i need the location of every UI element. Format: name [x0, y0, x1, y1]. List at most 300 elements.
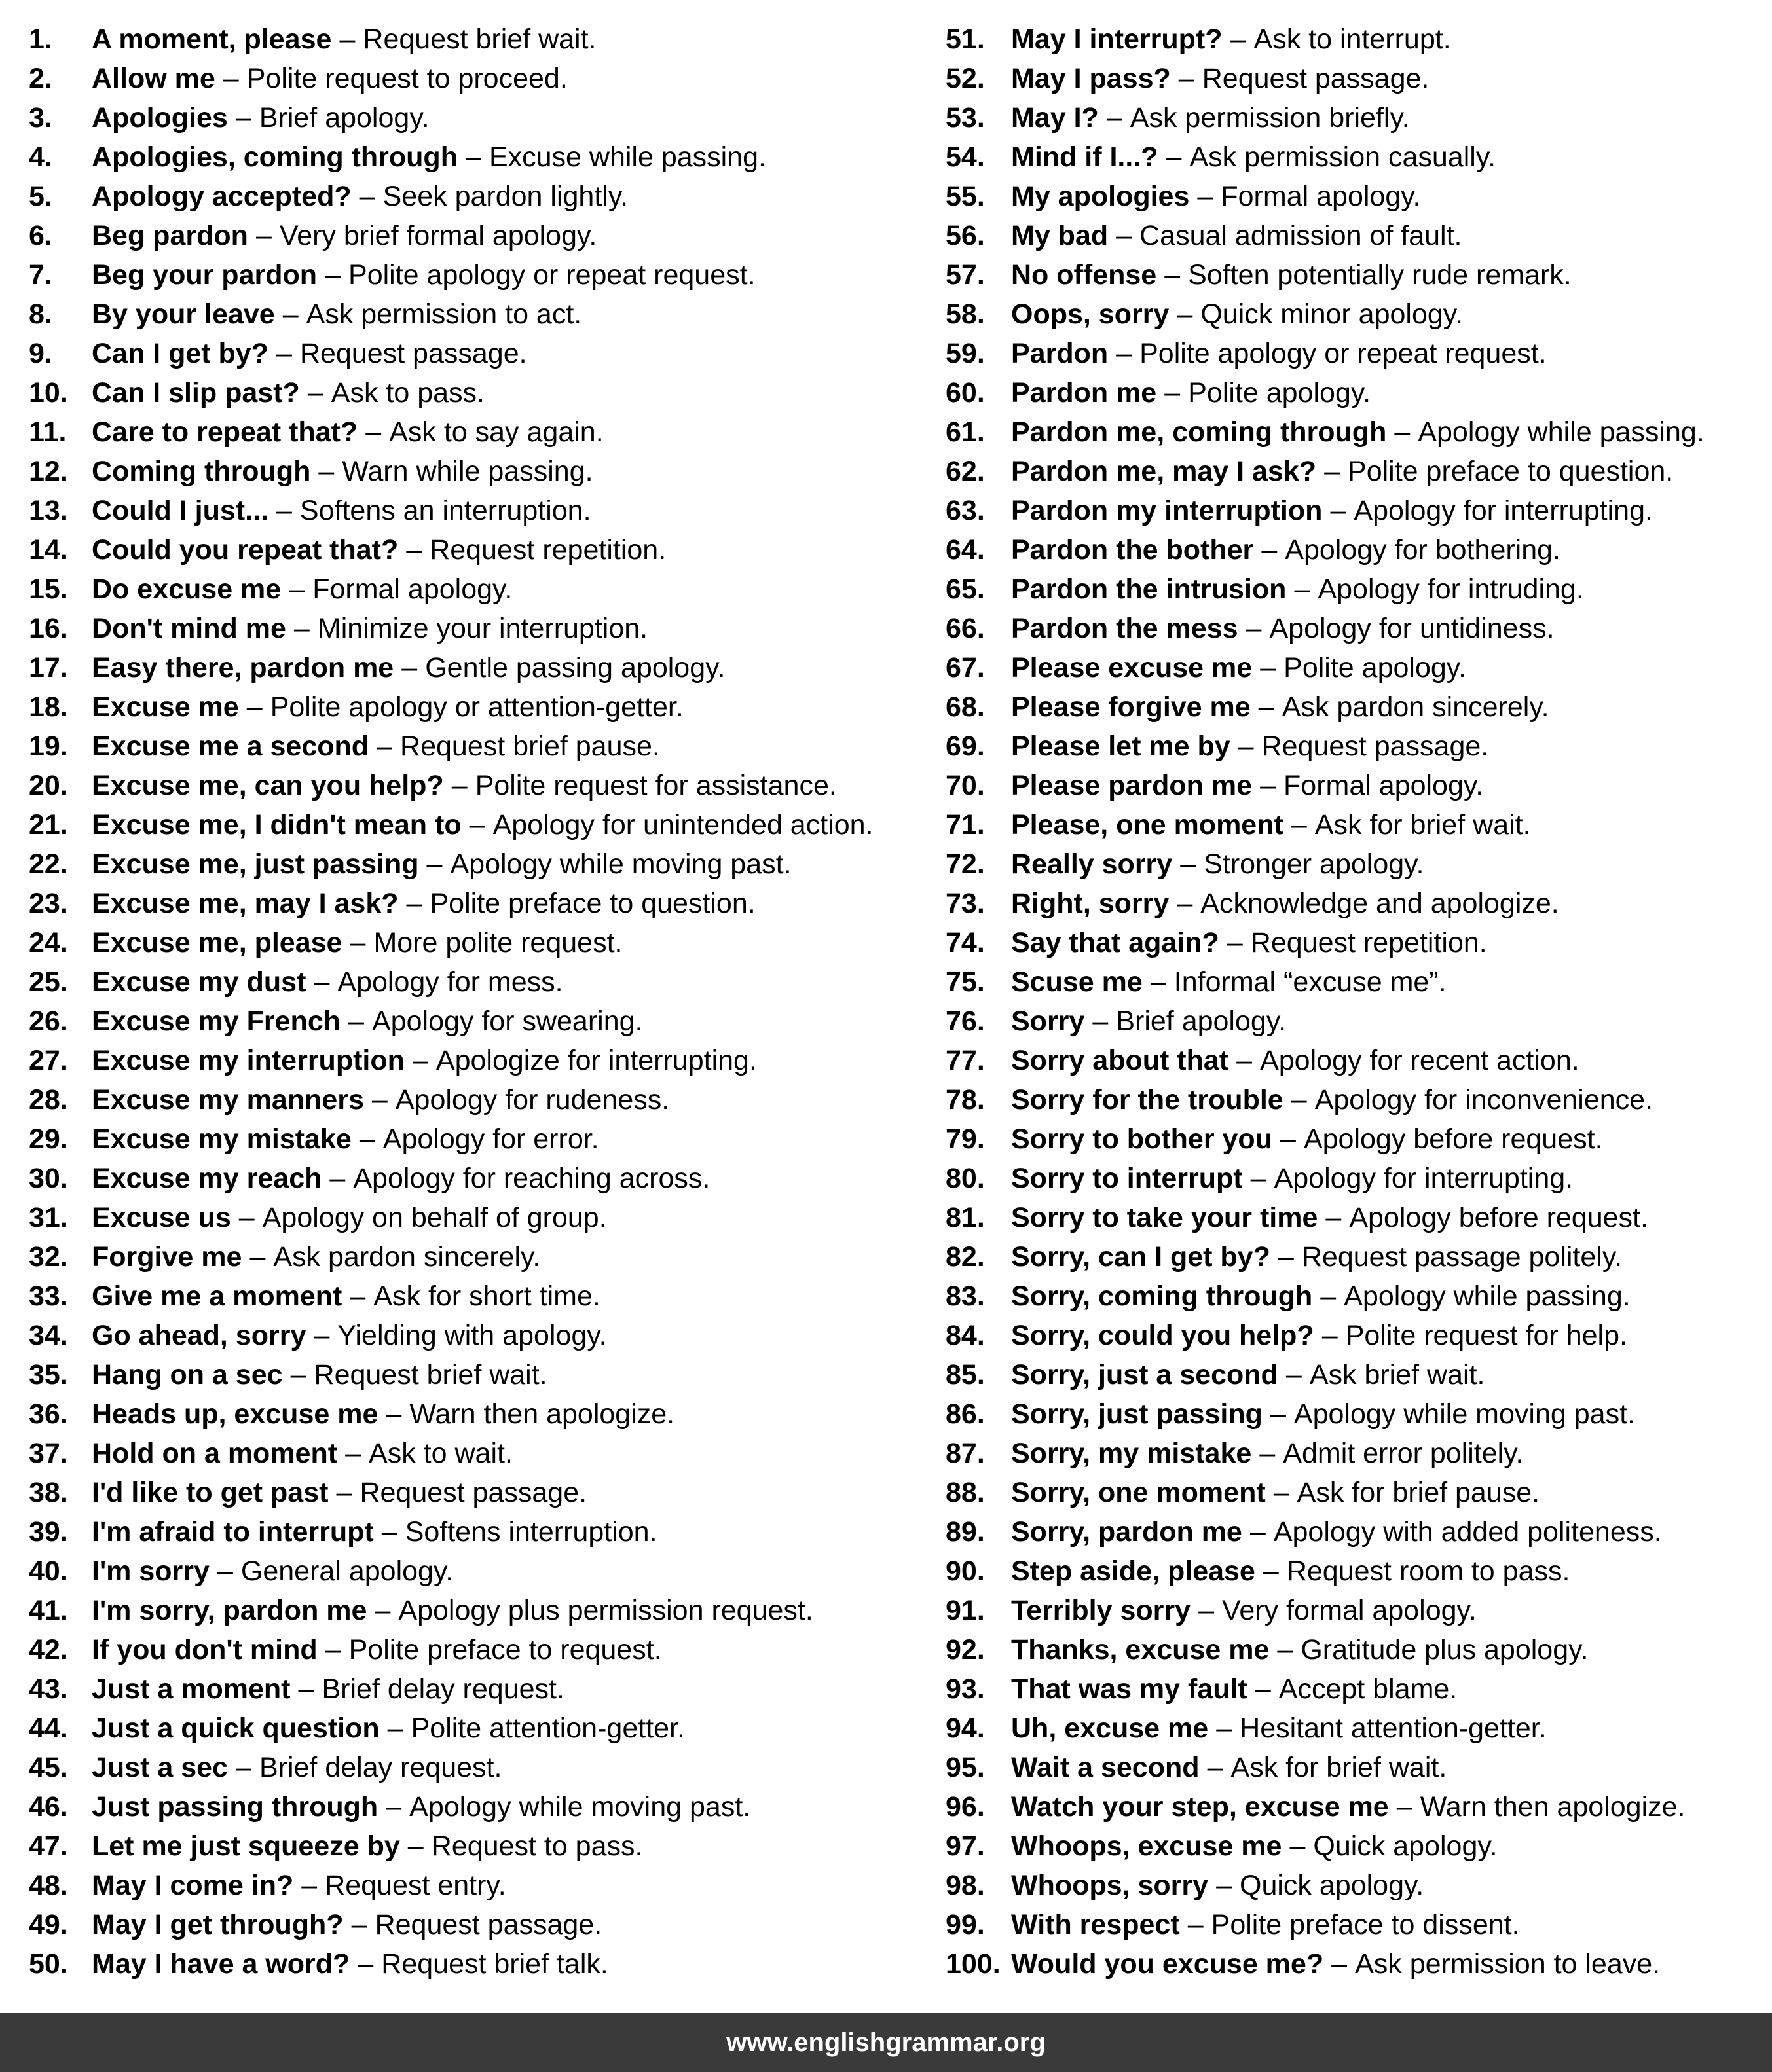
item-phrase: Coming through: [92, 456, 311, 487]
list-item: [946, 216, 1758, 255]
list-item: [946, 1630, 1758, 1669]
item-number: 20.: [29, 770, 68, 801]
item-separator: –: [1249, 1516, 1266, 1548]
list-item: [29, 1552, 919, 1591]
item-phrase: Sorry to take your time: [1011, 1202, 1318, 1233]
item-number: 69.: [946, 731, 985, 762]
item-separator: –: [1178, 63, 1194, 94]
item-number: 100.: [946, 1948, 1001, 1980]
item-phrase: Pardon: [1011, 338, 1109, 369]
item-text: [92, 1237, 540, 1277]
list-item: [946, 1119, 1758, 1159]
list-item: [29, 177, 919, 216]
item-text: [1011, 1237, 1622, 1277]
item-description: Request repetition.: [1250, 927, 1487, 958]
item-number: 12.: [29, 456, 68, 487]
item-number: 47.: [29, 1830, 68, 1862]
item-text: [1011, 59, 1429, 98]
item-number: 37.: [29, 1438, 68, 1469]
item-text: [1011, 1159, 1573, 1198]
item-text: [92, 766, 837, 805]
item-text: [1011, 255, 1572, 295]
item-description: Acknowledge and apologize.: [1200, 888, 1559, 919]
item-separator: –: [1324, 456, 1340, 487]
item-separator: –: [298, 1673, 314, 1705]
item-description: Ask brief wait.: [1309, 1359, 1485, 1390]
item-number: 66.: [946, 613, 985, 644]
item-separator: –: [381, 1516, 397, 1548]
item-number: 94.: [946, 1713, 985, 1744]
item-description: Apologize for interrupting.: [435, 1045, 757, 1076]
item-description: Polite apology or attention-getter.: [270, 691, 684, 723]
list-item: [946, 884, 1758, 923]
item-text: [92, 727, 660, 766]
item-separator: –: [1331, 1948, 1348, 1980]
item-separator: –: [1291, 809, 1307, 841]
item-number: 78.: [946, 1084, 985, 1116]
item-separator: –: [1259, 1438, 1276, 1469]
item-number: 63.: [946, 495, 985, 526]
item-text: [92, 1119, 599, 1159]
list-item: [29, 1748, 919, 1787]
item-separator: –: [412, 1045, 428, 1076]
item-description: Request entry.: [325, 1870, 506, 1901]
list-item: [946, 570, 1758, 609]
footer-url[interactable]: www.englishgrammar.org: [726, 2028, 1046, 2057]
item-separator: –: [314, 1320, 330, 1351]
item-description: Apology for reaching across.: [353, 1163, 711, 1194]
item-phrase: May I interrupt?: [1011, 24, 1223, 55]
item-description: Brief delay request.: [259, 1752, 502, 1783]
item-text: [1011, 1591, 1477, 1630]
item-phrase: Thanks, excuse me: [1011, 1634, 1270, 1665]
item-description: Request brief pause.: [400, 731, 660, 762]
item-separator: –: [466, 141, 481, 173]
item-description: Request brief talk.: [381, 1948, 608, 1980]
list-item: [946, 1434, 1758, 1473]
item-text: [92, 923, 622, 962]
item-number: 25.: [29, 966, 68, 998]
item-description: Quick apology.: [1313, 1830, 1498, 1862]
item-number: 9.: [29, 338, 52, 369]
list-item: [946, 609, 1758, 648]
list-item: [29, 1394, 919, 1434]
item-phrase: Sorry, can I get by?: [1011, 1241, 1270, 1273]
item-separator: –: [1216, 1870, 1232, 1901]
item-text: [1011, 766, 1483, 805]
item-separator: –: [386, 1791, 402, 1823]
item-text: [92, 1630, 662, 1669]
item-number: 67.: [946, 652, 985, 683]
item-phrase: May I come in?: [92, 1870, 294, 1901]
item-separator: –: [217, 1555, 233, 1587]
item-description: Polite attention-getter.: [411, 1713, 685, 1744]
item-description: Request passage.: [1202, 63, 1430, 94]
item-separator: –: [377, 731, 393, 762]
item-phrase: Scuse me: [1011, 966, 1143, 998]
item-text: [92, 884, 756, 923]
item-text: [92, 1277, 600, 1316]
item-text: [92, 255, 756, 295]
item-phrase: My apologies: [1011, 181, 1190, 212]
item-number: 98.: [946, 1870, 985, 1901]
list-item: [29, 1355, 919, 1394]
item-phrase: Really sorry: [1011, 848, 1173, 880]
item-number: 48.: [29, 1870, 68, 1901]
item-description: Polite apology or repeat request.: [348, 259, 756, 291]
item-separator: –: [1166, 141, 1182, 173]
item-description: Casual admission of fault.: [1139, 220, 1462, 251]
item-description: Polite apology.: [1283, 652, 1467, 683]
item-text: [92, 845, 792, 884]
item-text: [1011, 1002, 1286, 1041]
list-item: [29, 530, 919, 570]
item-separator: –: [1164, 377, 1181, 409]
item-number: 54.: [946, 141, 985, 173]
item-number: 42.: [29, 1634, 68, 1665]
item-phrase: Excuse me, can you help?: [92, 770, 444, 801]
item-text: [1011, 1944, 1660, 1984]
item-description: Apology with added politeness.: [1273, 1516, 1662, 1548]
item-separator: –: [276, 338, 292, 369]
item-separator: –: [1207, 1752, 1223, 1783]
item-number: 99.: [946, 1909, 985, 1940]
item-number: 50.: [29, 1948, 68, 1980]
item-separator: –: [1164, 259, 1181, 291]
item-separator: –: [1294, 573, 1310, 605]
list-item: [29, 1709, 919, 1748]
item-number: 46.: [29, 1791, 68, 1823]
item-separator: –: [336, 1477, 352, 1508]
item-text: [1011, 1080, 1653, 1119]
list-item: [946, 687, 1758, 727]
item-separator: –: [1277, 1634, 1293, 1665]
item-separator: –: [1177, 299, 1193, 330]
list-item: [946, 1080, 1758, 1119]
item-description: Request brief wait.: [363, 24, 597, 55]
item-phrase: Don't mind me: [92, 613, 286, 644]
item-number: 59.: [946, 338, 985, 369]
list-item: [29, 1866, 919, 1905]
item-separator: –: [350, 1281, 366, 1312]
item-separator: –: [246, 691, 263, 723]
item-phrase: Whoops, excuse me: [1011, 1830, 1282, 1862]
list-item: [946, 766, 1758, 805]
item-separator: –: [1106, 102, 1122, 134]
item-phrase: Apology accepted?: [92, 181, 352, 212]
item-phrase: Sorry, my mistake: [1011, 1438, 1252, 1469]
item-number: 64.: [946, 534, 985, 566]
list-item: [29, 962, 919, 1002]
item-separator: –: [1260, 770, 1276, 801]
item-phrase: Sorry for the trouble: [1011, 1084, 1283, 1116]
item-phrase: Hold on a moment: [92, 1438, 338, 1469]
item-phrase: Excuse my interruption: [92, 1045, 405, 1076]
item-phrase: Can I get by?: [92, 338, 268, 369]
item-phrase: Sorry, could you help?: [1011, 1320, 1314, 1351]
item-description: Informal “excuse me”.: [1173, 966, 1447, 998]
item-text: [1011, 884, 1559, 923]
item-separator: –: [375, 1595, 391, 1626]
item-number: 44.: [29, 1713, 68, 1744]
list-item: [946, 491, 1758, 530]
item-separator: –: [1263, 1555, 1279, 1587]
list-item: [29, 98, 919, 137]
item-text: [92, 962, 563, 1002]
item-separator: –: [235, 102, 251, 134]
list-item: [946, 1669, 1758, 1709]
item-phrase: Mind if I...?: [1011, 141, 1158, 173]
list-item: [29, 59, 919, 98]
item-text: [1011, 805, 1531, 845]
item-text: [92, 1198, 607, 1237]
item-number: 90.: [946, 1555, 985, 1587]
item-description: Ask permission casually.: [1189, 141, 1496, 173]
item-description: Apology for error.: [382, 1123, 599, 1155]
item-separator: –: [1273, 1477, 1289, 1508]
item-phrase: Excuse me a second: [92, 731, 369, 762]
item-number: 15.: [29, 573, 68, 605]
item-separator: –: [293, 613, 310, 644]
item-text: [1011, 1277, 1631, 1316]
item-description: Warn then apologize.: [409, 1398, 675, 1430]
item-description: Quick apology.: [1240, 1870, 1424, 1901]
list-item: [946, 295, 1758, 334]
item-phrase: Please let me by: [1011, 731, 1230, 762]
item-text: [1011, 20, 1451, 59]
item-number: 93.: [946, 1673, 985, 1705]
item-text: [1011, 1866, 1424, 1905]
item-phrase: Go ahead, sorry: [92, 1320, 306, 1351]
item-description: Apology for intruding.: [1318, 573, 1584, 605]
item-text: [92, 59, 568, 98]
item-phrase: By your leave: [92, 299, 275, 330]
item-phrase: Sorry, just passing: [1011, 1398, 1263, 1430]
item-phrase: Do excuse me: [92, 573, 282, 605]
item-number: 84.: [946, 1320, 985, 1351]
item-separator: –: [255, 220, 272, 251]
item-phrase: Sorry to bother you: [1011, 1123, 1272, 1155]
item-number: 96.: [946, 1791, 985, 1823]
item-text: [92, 452, 593, 491]
item-phrase: Just a sec: [92, 1752, 228, 1783]
item-description: Polite request for assistance.: [475, 770, 837, 801]
item-separator: –: [1187, 1909, 1204, 1940]
list-item: [946, 1512, 1758, 1552]
list-item: [946, 177, 1758, 216]
item-phrase: Excuse my French: [92, 1006, 341, 1037]
item-text: [92, 295, 581, 334]
item-number: 14.: [29, 534, 68, 566]
item-description: More polite request.: [373, 927, 623, 958]
item-text: [1011, 1512, 1662, 1552]
item-number: 83.: [946, 1281, 985, 1312]
item-text: [92, 1434, 513, 1473]
list-item: [29, 295, 919, 334]
item-text: [92, 1866, 506, 1905]
item-description: Yielding with apology.: [337, 1320, 607, 1351]
item-separator: –: [301, 1870, 318, 1901]
list-item: [946, 1041, 1758, 1080]
item-separator: –: [387, 1713, 403, 1744]
item-number: 38.: [29, 1477, 68, 1508]
list-item: [29, 137, 919, 177]
list-item: [29, 1630, 919, 1669]
item-number: 43.: [29, 1673, 68, 1705]
list-item: [946, 1355, 1758, 1394]
item-separator: –: [339, 24, 356, 55]
phrase-list-left-column: [29, 20, 919, 1984]
item-separator: –: [1291, 1084, 1307, 1116]
list-item: [29, 1787, 919, 1827]
list-item: [946, 1709, 1758, 1748]
item-separator: –: [1285, 1359, 1302, 1390]
list-item: [29, 727, 919, 766]
item-description: Warn while passing.: [342, 456, 593, 487]
item-separator: –: [325, 259, 341, 291]
item-number: 91.: [946, 1595, 985, 1626]
item-description: Apology for inconvenience.: [1314, 1084, 1653, 1116]
item-number: 21.: [29, 809, 68, 841]
item-phrase: Whoops, sorry: [1011, 1870, 1209, 1901]
list-item: [29, 1080, 919, 1119]
list-item: [29, 1669, 919, 1709]
item-separator: –: [348, 1006, 364, 1037]
item-phrase: Could I just...: [92, 495, 268, 526]
item-description: Apology for interrupting.: [1354, 495, 1653, 526]
item-description: Ask permission to leave.: [1355, 1948, 1661, 1980]
item-number: 68.: [946, 691, 985, 723]
item-text: [92, 1787, 750, 1827]
list-item: [29, 1002, 919, 1041]
item-number: 39.: [29, 1516, 68, 1548]
item-separator: –: [358, 1948, 374, 1980]
item-phrase: If you don't mind: [92, 1634, 318, 1665]
item-text: [1011, 216, 1462, 255]
item-description: Polite preface to dissent.: [1211, 1909, 1520, 1940]
item-text: [92, 1080, 669, 1119]
item-number: 86.: [946, 1398, 985, 1430]
item-text: [92, 1473, 587, 1512]
item-number: 58.: [946, 299, 985, 330]
item-text: [1011, 1905, 1520, 1944]
item-description: Apology for swearing.: [372, 1006, 643, 1037]
item-separator: –: [1116, 220, 1132, 251]
item-text: [1011, 373, 1371, 412]
item-text: [1011, 1041, 1579, 1080]
item-separator: –: [451, 770, 468, 801]
item-number: 70.: [946, 770, 985, 801]
list-item: [29, 1434, 919, 1473]
item-phrase: Sorry: [1011, 1006, 1085, 1037]
item-number: 3.: [29, 102, 52, 134]
item-number: 34.: [29, 1320, 68, 1351]
item-description: Ask permission briefly.: [1130, 102, 1410, 134]
item-number: 10.: [29, 377, 68, 409]
item-phrase: Excuse me, please: [92, 927, 342, 958]
item-description: Stronger apology.: [1204, 848, 1424, 880]
item-number: 72.: [946, 848, 985, 880]
item-text: [1011, 177, 1421, 216]
item-text: [1011, 845, 1424, 884]
item-description: Apology for interrupting.: [1274, 1163, 1574, 1194]
list-item: [29, 1277, 919, 1316]
item-phrase: Excuse us: [92, 1202, 231, 1233]
item-number: 6.: [29, 220, 52, 251]
item-phrase: Sorry to interrupt: [1011, 1163, 1243, 1194]
list-item: [946, 530, 1758, 570]
list-item: [29, 1198, 919, 1237]
item-text: [92, 1591, 813, 1630]
list-item: [29, 884, 919, 923]
list-item: [946, 1787, 1758, 1827]
item-number: 92.: [946, 1634, 985, 1665]
list-item: [29, 1237, 919, 1277]
item-number: 35.: [29, 1359, 68, 1390]
item-number: 82.: [946, 1241, 985, 1273]
item-separator: –: [1330, 495, 1346, 526]
item-phrase: Excuse me: [92, 691, 239, 723]
item-description: Brief apology.: [259, 102, 430, 134]
list-item: [946, 59, 1758, 98]
item-text: [92, 1944, 608, 1984]
item-phrase: Sorry, just a second: [1011, 1359, 1278, 1390]
list-item: [946, 962, 1758, 1002]
item-separator: –: [1150, 966, 1166, 998]
item-number: 26.: [29, 1006, 68, 1037]
item-number: 51.: [946, 24, 985, 55]
list-item: [946, 1905, 1758, 1944]
item-phrase: With respect: [1011, 1909, 1180, 1940]
item-phrase: I'm afraid to interrupt: [92, 1516, 374, 1548]
item-description: Request passage.: [299, 338, 527, 369]
list-item: [29, 1827, 919, 1866]
item-description: Ask for brief pause.: [1297, 1477, 1540, 1508]
item-phrase: Please excuse me: [1011, 652, 1253, 683]
item-number: 18.: [29, 691, 68, 723]
item-description: Softens interruption.: [405, 1516, 657, 1548]
item-number: 80.: [946, 1163, 985, 1194]
item-separator: –: [1238, 731, 1254, 762]
list-item: [946, 255, 1758, 295]
item-text: [1011, 137, 1496, 177]
item-separator: –: [359, 1123, 375, 1155]
item-separator: –: [426, 848, 443, 880]
list-item: [29, 1316, 919, 1355]
list-item: [29, 766, 919, 805]
item-phrase: My bad: [1011, 220, 1109, 251]
item-separator: –: [1216, 1713, 1232, 1744]
item-number: 85.: [946, 1359, 985, 1390]
item-phrase: Please forgive me: [1011, 691, 1251, 723]
item-separator: –: [1280, 1123, 1296, 1155]
item-phrase: Pardon the mess: [1011, 613, 1238, 644]
item-text: [92, 1669, 564, 1709]
item-description: Ask for brief wait.: [1314, 809, 1531, 841]
list-item: [29, 491, 919, 530]
item-text: [92, 412, 604, 452]
list-item: [29, 687, 919, 727]
item-separator: –: [1255, 1673, 1271, 1705]
item-separator: –: [1230, 24, 1246, 55]
list-item: [29, 1512, 919, 1552]
item-text: [1011, 1198, 1648, 1237]
item-description: Seek pardon lightly.: [382, 181, 629, 212]
list-item: [946, 1198, 1758, 1237]
item-separator: –: [1092, 1006, 1109, 1037]
item-description: Apology for unintended action.: [492, 809, 874, 841]
item-description: Ask to interrupt.: [1253, 24, 1451, 55]
